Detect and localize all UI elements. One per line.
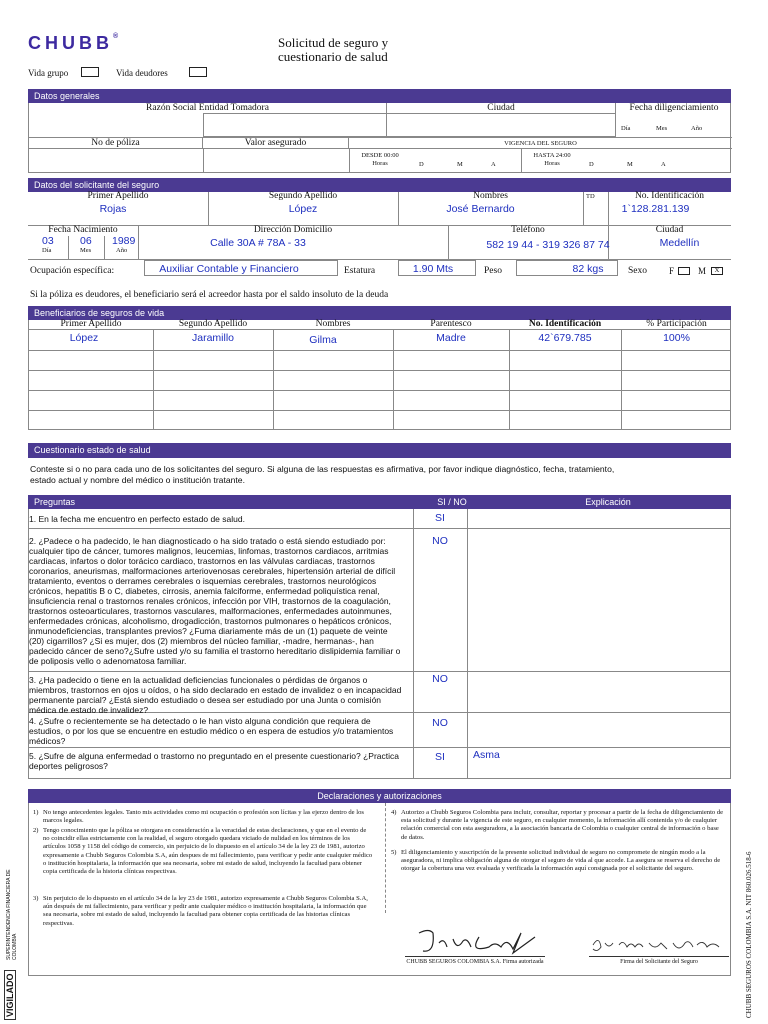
- benef-col-segundo-apellido: Segundo Apellido: [178, 319, 248, 329]
- hasta-m: M: [627, 161, 633, 168]
- nota-deudores: Si la póliza es deudores, el beneficiario será el acreedor hasta por el saldo insoluto de la deuda: [30, 290, 389, 300]
- sexo-m-checkbox[interactable]: X: [711, 267, 723, 275]
- benef-row1-no-id[interactable]: 42`679.785: [538, 332, 592, 344]
- firma-solicitante-label: Firma del Solicitante del Seguro: [620, 959, 698, 965]
- peso-value: 82 kgs: [572, 263, 604, 275]
- fecha-anio-label: Año: [691, 125, 703, 132]
- benef-row1-primer-apellido[interactable]: López: [69, 332, 99, 344]
- pregunta-5: 5. ¿Sufre de alguna enfermedad o trastorno no preguntado en el presente cuestionario? ¿Practica deportes peligrosos?: [29, 751, 399, 771]
- ciudad-sol-value[interactable]: Medellín: [659, 237, 700, 249]
- desde-m: M: [457, 161, 463, 168]
- chubb-logo: CHUBB®: [28, 33, 123, 53]
- hasta-a: A: [661, 161, 666, 168]
- pregunta-3: 3. ¿Ha padecido o tiene en la actualidad deficiencias funcionales o pérdidas de órganos o miembros, trastornos en ojos u oídos, o ha sido declarado en estado de invalidez o en incapacidad permanente parcial? ¿Está siendo estudiado o desea ser estudiado por una Junta o comisión médica de estado de invalidez?: [29, 675, 402, 715]
- peso-label: Peso: [484, 266, 502, 276]
- ocupacion-value: Auxiliar Contable y Financiero: [159, 263, 299, 275]
- explicacion-5[interactable]: Asma: [473, 749, 500, 761]
- nit-label: CHUBB SEGUROS COLOMBIA S.A. NIT 860.026.518-6: [745, 851, 753, 1018]
- declaracion-3: Sin perjuicio de lo dispuesto en el artículo 34 de la ley 23 de 1981, autorizo expresamente a Chubb Seguros Colombia S.A, aún después de mi fallecimiento, para verificar y pedir ante cualquier médico o institución hospitalaria, la información que sea necesaria, sobre mi estado de salud, incluyendo la facultad para obtener copia certificada de las historias clínicas respectivas.: [43, 895, 368, 927]
- firma-solicitante-signature: [589, 931, 729, 957]
- declaraciones-box: 1) No tengo antecedentes legales. Tanto mis actividades como mi ocupación o profesión son lícitas y las ejerzo dentro de los marcos legales. 2) Tengo conocimiento que la póliza se otorgara en consideración a la veracidad de estas declaraciones, y que en el evento de no coincidir ellas estrictamente con la realidad, el seguro otorgado quedara viciado de nulidad en los términos de los artículos 1058 y 1158 del código de comercio, sin perjuicio de lo dispuesto en el artículo 34 de la ley 23 de 1981, autorizo expresamente a Chubb Seguros Colombia S.A, aún despues de mi fallecimiento, para verificar y pedir ante cualquier médico o institución hospitalaria, la información que sea necesaria, sobre mi estado de salud, incluyendo la facultad para obtener copia certificada de la historia clínicas respectivas. 3) Sin perjuicio de lo dispuesto en el artículo 34 de la ley 23 de 1981, autorizo expresamente a Chubb Seguros Colombia S.A, aún después de mi fallecimiento, para verificar y pedir ante cualquier médico o institución hospitalaria, la información que sea necesaria, sobre mi estado de salud, incluyendo la facultad para obtener copia certificada de las historias clínicas respectivas. 4) Autorizo a Chubb Seguros Colombia para incluir, consultar, reportar y procesar a partir de la fecha de diligenciamiento de esta solicitud y durante la vigencia de este seguro, en cualquier momento, la información allí contenida y/o de cualquier relación comercial con esta aseguradora, a la asociación bancaria de Colombia o cualquier central de información o base de datos. 5) El diligenciamiento y suscripción de la presente solicitud individual de seguro no compromete de ningún modo a la aseguradora, ni implica obligación alguna de otorgar el seguro de vida al que accede. La asegura se reserva el derecho de otorgar la cobertura una vez evaluada y verificada la información aquí consignada por el solicitante del seguro. CHUBB SEGUROS COLOMBIA S.A. Firma autorizada Firma del Solicitante del Seguro: [28, 803, 731, 976]
- td-label: TD: [586, 193, 595, 200]
- nac-dia-label: Día: [42, 247, 52, 254]
- benef-col-nombres: Nombres: [315, 319, 351, 329]
- declaracion-2: Tengo conocimiento que la póliza se otorgara en consideración a la veracidad de estas declaraciones, y que en el evento de no coincidir ellas estrictamente con la realidad, el seguro otorgado quedara viciado de nulidad en los términos de los artículos 1058 y 1158 del código de comercio, sin perjuicio de lo dispuesto en el artículo 34 de la ley 23 de 1981, autorizo expresamente a Chubb Seguros Colombia S.A, aún despues de mi fallecimiento, para verificar y pedir ante cualquier médico o institución hospitalaria, la información que sea necesaria, sobre mi estado de salud, incluyendo la facultad para obtener copia certificada de la historia clínicas respectivas.: [43, 827, 373, 876]
- desde-d: D: [419, 161, 424, 168]
- hasta-d: D: [589, 161, 594, 168]
- no-poliza-label: No de póliza: [29, 138, 203, 148]
- beneficiarios-table: [28, 320, 731, 430]
- nac-dia-value[interactable]: 03: [42, 235, 54, 247]
- sexo-f-checkbox[interactable]: [678, 267, 690, 275]
- nombres-value[interactable]: José Bernardo: [446, 203, 515, 215]
- segundo-apellido-value[interactable]: López: [288, 203, 318, 215]
- direccion-label: Dirección Domicilio: [253, 225, 333, 235]
- preguntas-header: [28, 495, 731, 509]
- ciudad-field[interactable]: [387, 113, 616, 137]
- vida-deudores-label: Vida deudores: [116, 68, 168, 78]
- form-title: Solicitud de seguro y cuestionario de salud: [278, 35, 389, 64]
- cuestionario-instrucciones: Conteste si o no para cada uno de los solicitantes del seguro. Si alguna de las respuestas es afirmativa, por favor indique diagnóstico, fecha, tratamiento, estado actual y nombre del médico o institución tratante.: [30, 464, 615, 485]
- col-explicacion: Explicación: [585, 497, 631, 507]
- benef-col-parentesco: Parentesco: [430, 319, 472, 329]
- sexo-label: Sexo: [628, 266, 647, 276]
- col-preguntas: Preguntas: [34, 497, 76, 507]
- pregunta-1: 1. En la fecha me encuentro en perfecto estado de salud.: [29, 514, 245, 524]
- fecha-mes-label: Mes: [656, 125, 668, 132]
- estatura-label: Estatura: [344, 266, 376, 276]
- benef-col-participacion: % Participación: [646, 319, 707, 329]
- firma-chubb-label: CHUBB SEGUROS COLOMBIA S.A. Firma autorizada: [406, 959, 544, 965]
- nac-mes-label: Mes: [80, 247, 92, 254]
- section-solicitante: Datos del solicitante del seguro: [28, 178, 731, 192]
- desde-a: A: [491, 161, 496, 168]
- segundo-apellido-label: Segundo Apellido: [268, 191, 338, 201]
- vigilado-label: VIGILADO: [4, 970, 16, 1020]
- ocupacion-label: Ocupación específica:: [30, 266, 115, 276]
- benef-row1-parentesco[interactable]: Madre: [436, 332, 466, 344]
- ciudad-sol-label: Ciudad: [655, 225, 684, 235]
- section-datos-generales: Datos generales: [28, 89, 731, 103]
- benef-col-no-id: No. Identificación: [528, 319, 602, 329]
- solicitante-row2: [28, 226, 731, 260]
- declaracion-4: Autorizo a Chubb Seguros Colombia para incluir, consultar, reportar y procesar a partir de la fecha de diligenciamiento de esta solicitud y durante la vigencia de este seguro, en cualquier momento, la información allí contenida y/o de cualquier relación comercial con esta aseguradora, a la asociación bancaria de Colombia o cualquier central de información o base de datos.: [401, 809, 724, 841]
- no-id-label: No. Identificación: [634, 191, 705, 201]
- telefono-value[interactable]: 582 19 44 - 319 326 87 74: [486, 239, 610, 251]
- nombres-label: Nombres: [473, 191, 508, 201]
- no-id-value[interactable]: 1`128.281.139: [621, 203, 690, 215]
- section-declaraciones: Declaraciones y autorizaciones: [28, 789, 731, 803]
- respuesta-5[interactable]: SI: [435, 751, 445, 763]
- pregunta-4: 4. ¿Sufre o recientemente se ha detectado o le han visto alguna condición que requiera de estudios, o por los que se encuentre en estudio médico o en espera de estudios y/o tratamientos médicos?: [29, 716, 394, 746]
- fecha-nac-label: Fecha Nacimiento: [48, 225, 118, 235]
- section-beneficiarios: Beneficiarios de seguros de vida: [28, 306, 731, 320]
- razon-social-field[interactable]: [203, 113, 387, 137]
- firma-chubb-signature: [409, 923, 549, 958]
- primer-apellido-value[interactable]: Rojas: [99, 203, 127, 215]
- vida-grupo-checkbox[interactable]: [81, 67, 99, 77]
- datos-generales-grid: [28, 103, 731, 173]
- benef-col-primer-apellido: Primer Apellido: [60, 319, 122, 329]
- pregunta-2: 2. ¿Padece o ha padecido, le han diagnosticado o ha sido tratado o está siendo estudiado por: cualquier tipo de cáncer, tumores malignos, leucemias, linfomas, trastornos cardiacos, arritmias cardiacas, infartos o dolor torácico cardiaco, trastornos en las válvulas cardiacas, trastornos coronarios, aneurismas, malformaciones arteriovenosas cerebrales, hipertensión arterial de difícil tratamiento, eventos o derrames cerebrales o isquemias cerebrales, trastornos neurológicos crónicos, hepatitis B o C, diabetes, cirrosis, anemia falciforme, enfermedad poliquística renal, insuficiencia renal o trastornos renales crónicos, infección por VIH, trastornos de la coagulación, trastornos osteoarticulares, trastornos vasculares, malformaciones, enfermedades autoinmunes, enfermedades crónicas, alcoholismo, drogadicción, trastornos pulmonares o hepáticos crónicos, inmunodeficiencias, transplantes previos? ¿Fuma diariamente más de un (1) paquete de veinte (20) cigarrillos? ¿Si es mujer, dos (2) miembros del núcleo familiar, -madre, hermanas-, han padecido cáncer de seno?¿Sufre usted y/o su familia el trastorno hereditario dislipidemia familiar o de poliposis vello o adenomatosa familiar.: [29, 536, 401, 666]
- respuesta-1[interactable]: SI: [435, 512, 445, 524]
- respuesta-4[interactable]: NO: [432, 717, 448, 729]
- solicitante-row3: [28, 260, 731, 280]
- direccion-value[interactable]: Calle 30A # 78A - 33: [210, 237, 306, 249]
- primer-apellido-label: Primer Apellido: [87, 191, 149, 201]
- vida-grupo-label: Vida grupo: [28, 68, 69, 78]
- hasta-label: HASTA 24:00 Horas: [533, 152, 571, 167]
- telefono-label: Teléfono: [511, 225, 545, 235]
- nac-mes-value[interactable]: 06: [80, 235, 92, 247]
- declaracion-5: El diligenciamiento y suscripción de la presente solicitud individual de seguro no compromete de ningún modo a la aseguradora, ni implica obligación alguna de otorgar el seguro de vida al que accede. La asegura se reserva el derecho de otorgar la cobertura una vez evaluada y verificada la información aquí consignada por el solicitante del seguro.: [401, 849, 721, 873]
- sexo-f-label: F: [669, 266, 675, 276]
- razon-social-label: Razón Social Entidad Tomadora: [29, 103, 387, 113]
- valor-asegurado-label: Valor asegurado: [203, 138, 349, 148]
- col-si-no: SI / NO: [437, 497, 467, 507]
- ciudad-label: Ciudad: [387, 103, 616, 113]
- fecha-dia-label: Día: [621, 125, 631, 132]
- vida-deudores-checkbox[interactable]: [189, 67, 207, 77]
- superfinanciera-label: SUPERINTENDENCIA FINANCIERA DE COLOMBIA: [6, 869, 18, 960]
- sexo-m-label: M: [698, 266, 707, 276]
- benef-row1-participacion[interactable]: 100%: [663, 332, 690, 344]
- nac-anio-value[interactable]: 1989: [112, 235, 136, 247]
- estatura-value: 1.90 Mts: [412, 263, 454, 275]
- preguntas-table: [28, 509, 731, 779]
- respuesta-3[interactable]: NO: [432, 673, 448, 685]
- fecha-dilig-label: Fecha diligenciamiento: [629, 103, 719, 113]
- section-cuestionario: Cuestionario estado de salud: [28, 443, 731, 458]
- declaracion-1: No tengo antecedentes legales. Tanto mis actividades como mi ocupación o profesión son lícitas y las ejerzo dentro de los marcos legales.: [43, 809, 364, 825]
- vigencia-label: VIGENCIA DEL SEGURO: [504, 140, 577, 147]
- benef-row1-nombres[interactable]: Gilma: [309, 334, 337, 346]
- nac-anio-label: Año: [116, 247, 128, 254]
- respuesta-2[interactable]: NO: [432, 535, 448, 547]
- solicitante-row1: [28, 192, 731, 226]
- benef-row1-segundo-apellido[interactable]: Jaramillo: [191, 332, 234, 344]
- desde-label: DESDE 00:00 Horas: [361, 152, 399, 167]
